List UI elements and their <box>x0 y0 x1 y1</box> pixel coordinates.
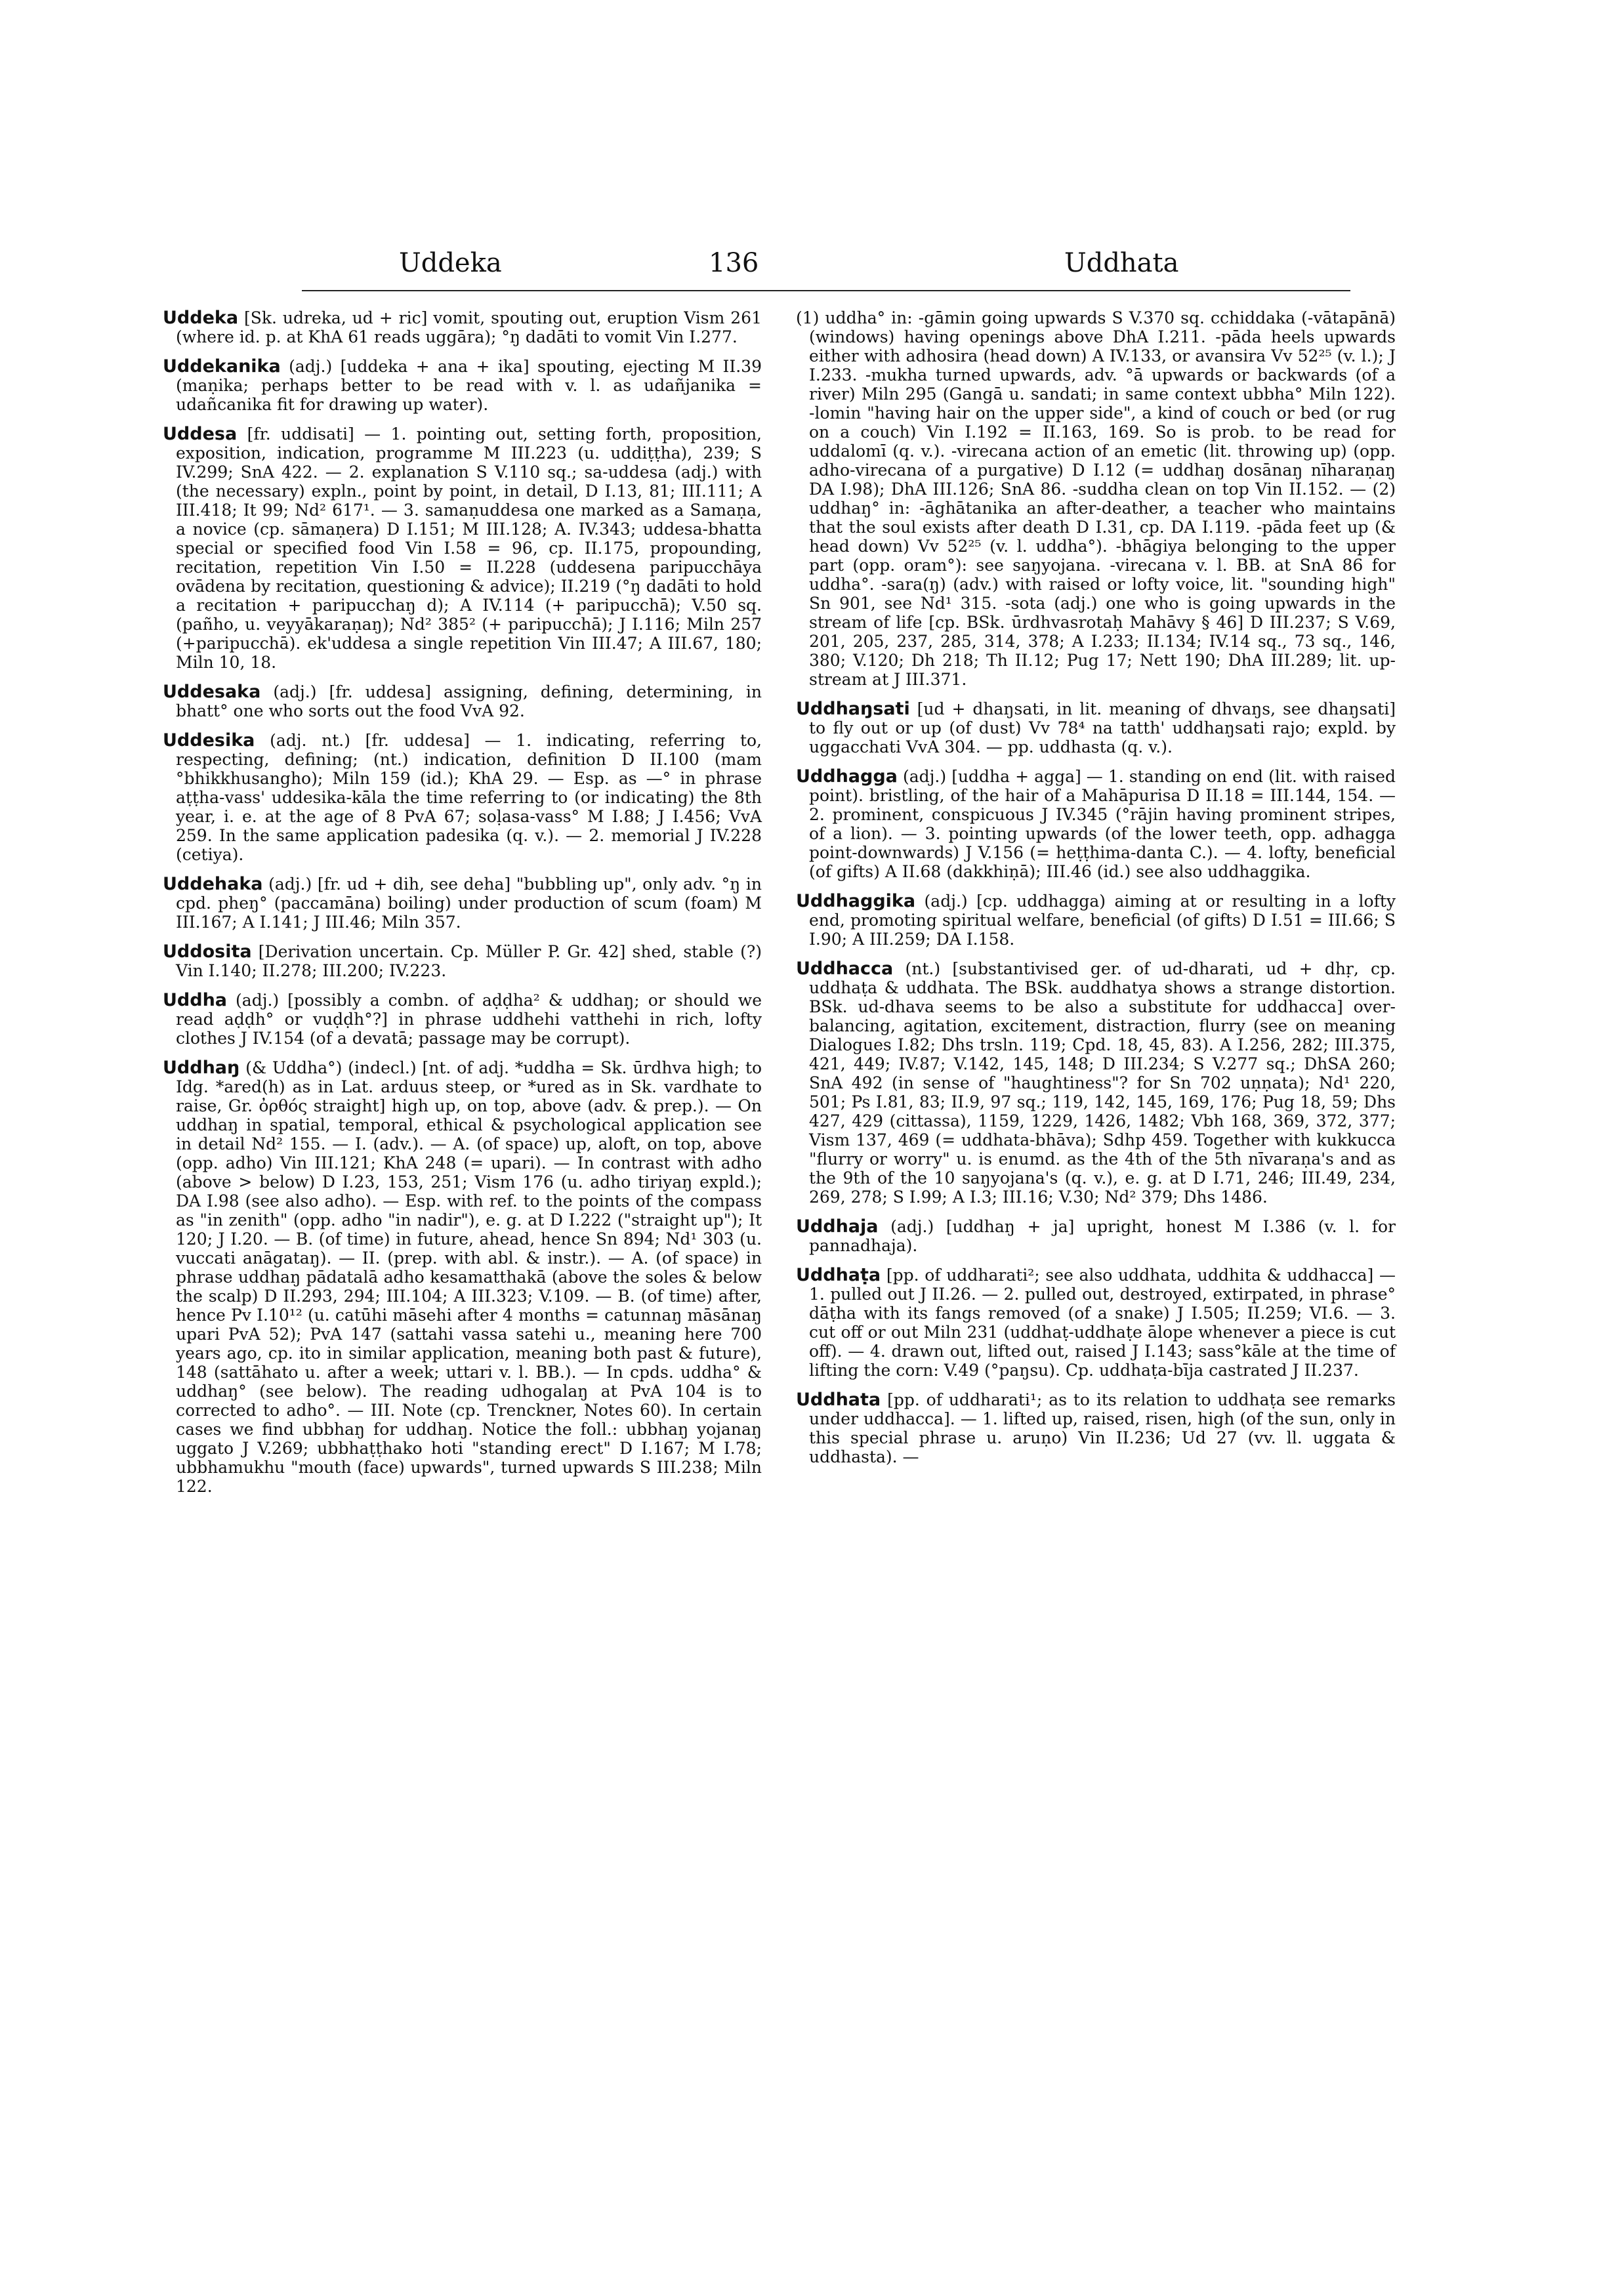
entry-headword: Uddha <box>163 990 228 1010</box>
entry-headword: Uddhacca <box>796 959 894 979</box>
dictionary-entry <box>163 731 762 864</box>
entry-headword: Uddosita <box>163 941 252 962</box>
entry-headword: Uddesika <box>163 730 255 751</box>
entry-definition: [Sk. udreka, ud + ric] vomit, spouting out, eruption Vism 261 (where id. p. at KhA 61 reads uggāra); °ŋ dadāti to vomit Vin I.277. <box>176 308 762 346</box>
entry-definition: (adj.) [uddha + agga] — 1. standing on end (lit. with raised point). bristling, of the hair of a Mahāpurisa D II.18 = III.144, 154. — 2. prominent, conspicuous J IV.345 (°rājin having prominent stripes, of a lion). — 3. pointing upwards (of the lower teeth, opp. adhagga point-downwards) J V.156 (= heṭṭhima-danta C.). — 4. lofty, beneficial (of gifts) A II.68 (dakkhiṇā); III.46 (id.) see also uddhaggika. <box>809 767 1396 881</box>
entry-definition: (1) uddha° in: -gāmin going upwards S V.370 sq. cchiddaka (-vātapānā) (windows) having openings above DhA I.211. -pāda heels upwards either with adhosira (head down) A IV.133, or avansira Vv 52²⁵ (v. l.); J I.233. -mukha turned upwards, adv. °ā upwards or backwards (of a river) Miln 295 (Gangā u. sandati; in same context ubbha° Miln 122). -lomin "having hair on the upper side", a kind of couch or bed (or rug on a couch) Vin I.192 = II.163, 169. So is prob. to be read for uddalomī (q. v.). -virecana action of an emetic (lit. throwing up) (opp. adho-virecana of a purgative) D I.12 (= uddhaŋ dosānaŋ nīharaṇaŋ DA I.98); DhA III.126; SnA 86. -suddha clean on top Vin II.152. — (2) uddhaŋ° in: -āghātanika an after-deather, a teacher who maintains that the soul exists after death D I.31, cp. DA I.119. -pāda feet up (& head down) Vv 52²⁵ (v. l. uddha°). -bhāgiya belonging to the upper part (opp. oram°): see saŋyojana. -virecana v. l. BB. at SnA 86 for uddha°. -sara(ŋ) (adv.) with raised or lofty voice, lit. "sounding high" Sn 901, see Nd¹ 315. -sota (adj.) one who is going upwards in the stream of life [cp. BSk. ūrdhvasrotaḥ Mahāvy § 46] D III.237; S V.69, 201, 205, 237, 285, 314, 378; A I.233; II.134; IV.14 sq., 73 sq., 146, 380; V.120; Dh 218; Th II.12; Pug 17; Nett 190; DhA III.289; lit. up-stream at J III.371. <box>796 308 1396 689</box>
entry-headword: Uddhaja <box>796 1216 879 1237</box>
dictionary-entry <box>163 942 762 980</box>
running-header <box>289 248 1378 287</box>
dictionary-entry <box>163 1058 762 1496</box>
entry-headword: Uddhaŋsati <box>796 699 910 719</box>
entry-headword: Uddhagga <box>796 766 898 787</box>
entry-headword: Uddesa <box>163 424 238 444</box>
dictionary-entry <box>796 959 1396 1207</box>
entry-headword: Uddehaka <box>163 874 263 894</box>
dictionary-entry <box>796 1390 1396 1466</box>
entry-definition: [ud + dhaŋsati, in lit. meaning of dhvaŋs, see dhaŋsati] to fly out or up (of dust) Vv 78⁴ na tatth' uddhaŋsati rajo; expld. by uggacchati VvA 304. — pp. uddhasta (q. v.). <box>809 699 1396 756</box>
entry-definition: [pp. of uddharati²; see also uddhata, uddhita & uddhacca] — 1. pulled out J II.26. — 2. pulled out, destroyed, extirpated, in phrase° dāṭha with its fangs removed (of a snake) J I.505; II.259; VI.6. — 3. cut off or out Miln 231 (uddhaṭ-uddhaṭe ālope whenever a piece is cut off). — 4. drawn out, lifted out, raised J I.143; sass°kāle at the time of lifting the corn: V.49 (°paŋsu). Cp. uddhaṭa-bīja castrated J II.237. <box>809 1266 1396 1380</box>
dictionary-entry <box>163 875 762 932</box>
entry-definition: [fr. uddisati] — 1. pointing out, setting forth, proposition, exposition, indication, programme M III.223 (u. uddiṭṭha), 239; S IV.299; SnA 422. — 2. explanation S V.110 sq.; sa-uddesa (adj.) with (the necessary) expln., point by point, in detail, D I.13, 81; III.111; A III.418; It 99; Nd² 617¹. — 3. samaṇuddesa one marked as a Samaṇa, a novice (cp. sāmaṇera) D I.151; M III.128; A. IV.343; uddesa-bhatta special or specified food Vin I.58 = 96, cp. II.175, propounding, recitation, repetition Vin I.50 = II.228 (uddesena paripucchāya ovādena by recitation, questioning & advice); II.219 (°ŋ dadāti to hold a recitation + paripucchaŋ d); A IV.114 (+ paripucchā); V.50 sq. (pañho, u. veyyākaraṇaŋ); Nd² 385² (+ paripucchā); J I.116; Miln 257 (+paripucchā). ek'uddesa a single repetition Vin III.47; A III.67, 180; Miln 10, 18. <box>176 424 762 672</box>
dictionary-entry <box>796 767 1396 881</box>
entry-definition: (adj.) [uddeka + ana + ika] spouting, ejecting M II.39 (maṇika; perhaps better to be read with v. l. as udañjanika = udañcanika fit for drawing up water). <box>176 357 762 414</box>
dictionary-entry <box>163 991 762 1048</box>
entry-definition: (adj.) [possibly a combn. of aḍḍha² & uddhaŋ; or should we read aḍḍh° or vuḍḍh°?] in phrase uddhehi vatthehi in rich, lofty clothes J IV.154 (of a devatā; passage may be corrupt). <box>176 991 762 1048</box>
dictionary-entry <box>163 682 762 720</box>
dictionary-entry <box>796 1266 1396 1380</box>
dictionary-entry <box>796 308 1396 689</box>
dictionary-entry <box>163 424 762 672</box>
entry-headword: Uddesaka <box>163 682 261 702</box>
entry-headword: Uddhaggika <box>796 891 916 911</box>
page-number: 136 <box>709 248 759 278</box>
header-left-guideword: Uddeka <box>399 248 502 278</box>
entry-definition: (adj.) [cp. uddhagga) aiming at or resulting in a lofty end, promoting spiritual welfare, beneficial (of gifts) D I.51 = III.66; S I.90; A III.259; DA I.158. <box>809 892 1396 949</box>
right-column <box>796 308 1396 1477</box>
left-column <box>163 308 762 1506</box>
dictionary-entry <box>796 1217 1396 1255</box>
entry-headword: Uddekanika <box>163 356 281 377</box>
dictionary-entry <box>163 308 762 346</box>
entry-definition: (adj. nt.) [fr. uddesa] — 1. indicating, referring to, respecting, defining; (nt.) indication, definition D II.100 (mam °bhikkhusangho); Miln 159 (id.); KhA 29. — Esp. as —° in phrase aṭṭha-vass' uddesika-kāla the time referring to (or indicating) the 8th year, i. e. at the age of 8 PvA 67; soḷasa-vass° M I.88; J I.456; VvA 259. In the same application padesika (q. v.). — 2. memorial J IV.228 (cetiya). <box>176 731 762 864</box>
entry-headword: Uddhaŋ <box>163 1058 240 1078</box>
entry-headword: Uddhata <box>796 1390 881 1410</box>
entry-definition: (adj.) [fr. ud + dih, see deha] "bubbling up", only adv. °ŋ in cpd. pheŋ° (paccamāna) boiling) under production of scum (foam) M III.167; A I.141; J III.46; Miln 357. <box>176 875 762 932</box>
entry-definition: (nt.) [substantivised ger. of ud-dharati, ud + dhṛ, cp. uddhaṭa & uddhata. The BSk. auddhatya shows a strange distortion. BSk. ud-dhava seems to be also a substitute for uddhacca] over-balancing, agitation, excitement, distraction, flurry (see on meaning Dialogues I.82; Dhs trsln. 119; Cpd. 18, 45, 83). A I.256, 282; III.375, 421, 449; IV.87; V.142, 145, 148; D III.234; S V.277 sq.; DhSA 260; SnA 492 (in sense of "haughtiness"? for Sn 702 uṇṇata); Nd¹ 220, 501; Ps I.81, 83; II.9, 97 sq.; 119, 142, 145, 169, 176; Pug 18, 59; Dhs 427, 429 (cittassa), 1159, 1229, 1426, 1482; Vbh 168, 369, 372, 377; Vism 137, 469 (= uddhata-bhāva); Sdhp 459. Together with kukkucca "flurry or worry" u. is enumd. as the 4th of the 5th nīvaraṇa's and as the 9th of the 10 saŋyojana's (q. v.), e. g. at D I.71, 246; III.49, 234, 269, 278; S I.99; A I.3; III.16; V.30; Nd² 379; Dhs 1486. <box>809 959 1396 1207</box>
header-right-guideword: Uddhata <box>1064 248 1179 278</box>
entry-definition: (adj.) [fr. uddesa] assigning, defining, determining, in bhatt° one who sorts out the food VvA 92. <box>176 682 762 720</box>
entry-headword: Uddhaṭa <box>796 1265 881 1285</box>
entry-definition: [Derivation uncertain. Cp. Müller P. Gr. 42] shed, stable (?) Vin I.140; II.278; III.200; IV.223. <box>176 942 762 980</box>
dictionary-entry <box>163 357 762 414</box>
header-rule <box>302 290 1350 291</box>
entry-definition: (adj.) [uddhaŋ + ja] upright, honest M I.386 (v. l. for pannadhaja). <box>809 1217 1396 1255</box>
entry-definition: (& Uddha°) (indecl.) [nt. of adj. *uddha = Sk. ūrdhva high; to Idg. *ared(h) as in Lat. arduus steep, or *ured as in Sk. vardhate to raise, Gr. ὀρθός straight] high up, on top, above (adv. & prep.). — On uddhaŋ in spatial, temporal, ethical & psychological application see in detail Nd² 155. — I. (adv.). — A. (of space) up, aloft, on top, above (opp. adho) Vin III.121; KhA 248 (= upari). — In contrast with adho (above > below) D I.23, 153, 251; Vism 176 (u. adho tiriyaŋ expld.); DA I.98 (see also adho). — Esp. with ref. to the points of the compass as "in zenith" (opp. adho "in nadir"), e. g. at D I.222 ("straight up"); It 120; J I.20. — B. (of time) in future, ahead, hence Sn 894; Nd¹ 303 (u. vuccati anāgataŋ). — II. (prep. with abl. & instr.). — A. (of space) in phrase uddhaŋ pādatalā adho kesamatthakā (above the soles & below the scalp) D II.293, 294; III.104; A III.323; V.109. — B. (of time) after, hence Pv I.10¹² (u. catūhi māsehi after 4 months = catunnaŋ māsānaŋ upari PvA 52); PvA 147 (sattahi vassa satehi u., meaning here 700 years ago, cp. ito in similar application, meaning both past & future), 148 (sattāhato u. after a week; uttari v. l. BB.). — In cpds. uddha° & uddhaŋ° (see below). The reading udhogalaŋ at PvA 104 is to corrected to adho°. — III. Note (cp. Trenckner, Notes 60). In certain cases we find ubbhaŋ for uddhaŋ. Notice the foll.: ubbhaŋ yojanaŋ uggato J V.269; ubbhaṭṭhako hoti "standing erect" D I.167; M I.78; ubbhamukhu "mouth (face) upwards", turned upwards S III.238; Miln 122. <box>176 1058 762 1496</box>
dictionary-entry <box>796 699 1396 756</box>
dictionary-entry <box>796 892 1396 949</box>
entry-definition: [pp. of uddharati¹; as to its relation to uddhaṭa see remarks under uddhacca]. — 1. lifted up, raised, risen, high (of the sun, only in this special phrase u. aruṇo) Vin II.236; Ud 27 (vv. ll. uggata & uddhasta). — <box>809 1390 1396 1466</box>
entry-headword: Uddeka <box>163 308 239 328</box>
